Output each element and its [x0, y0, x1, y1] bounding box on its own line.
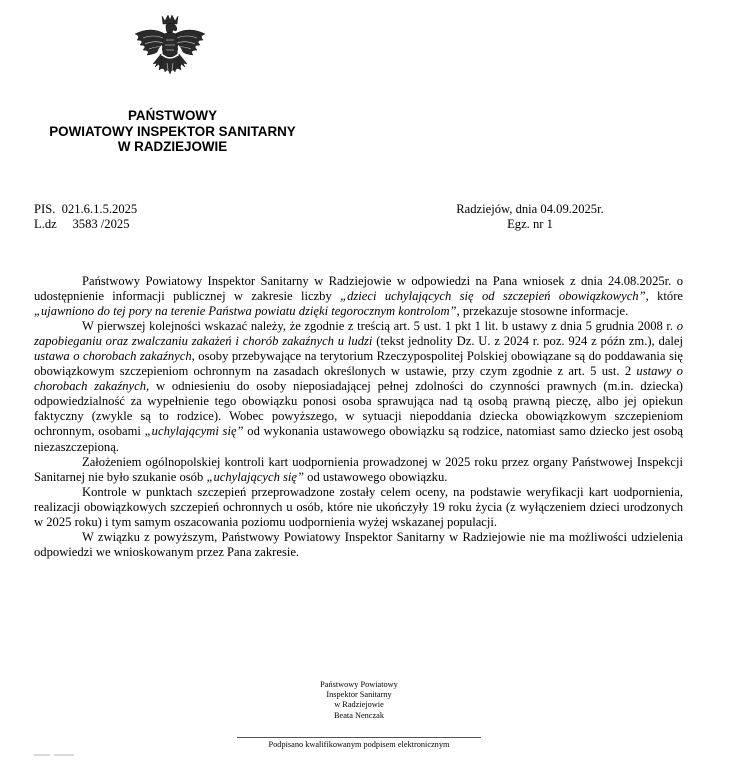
faint-mark — [34, 752, 94, 758]
text-span: , przekazuje stosowne informacje. — [456, 304, 629, 319]
case-number: PIS. 021.6.1.5.2025 — [34, 202, 138, 216]
quoted-phrase: „uchylających się” — [206, 469, 305, 484]
paragraph-2 — [34, 319, 683, 454]
text-span: , które — [645, 289, 683, 304]
text-span: (tekst jednolity Dz. U. z 2024 r. poz. 924 z późn zm.), dalej — [372, 334, 684, 349]
text-span: od ustawowego obowiązku. — [304, 469, 448, 484]
place-date: Radziejów, dnia 04.09.2025r. — [456, 202, 604, 216]
act-short-title: ustawy o chorobach zakaźnych, — [34, 364, 683, 394]
e-signature-note: Podpisano kwalifikowanym podpisem elektronicznym — [268, 740, 450, 749]
register-number: L.dz 3583 /2025 — [34, 217, 130, 231]
quoted-phrase: „dzieci uchylających się od szczepień obowiązkowych” — [340, 289, 646, 304]
quoted-phrase: „ujawniono do tej pory na terenie Państwa powiatu dzięki tegorocznym kontrolom” — [34, 304, 457, 319]
text-span: Państwowy Powiatowy Inspektor Sanitarny w Radziejowie w odpowiedzi na Pana wniosek z dnia 24.08.2025r. o udostępnienie informacji publicznej w zakresie liczby — [34, 274, 683, 304]
text-span: Założeniem ogólnopolskiej kontroli kart uodpornienia prowadzonej w 2025 roku przez organy Państwowej Inspekcji Sanitarnej nie było szukanie osób — [34, 454, 683, 484]
signatory-title-3: w Radziejowie — [334, 700, 384, 710]
copy-number: Egz. nr 1 — [507, 217, 553, 231]
text-span: W pierwszej kolejności wskazać należy, że zgodnie z treścią art. 5 ust. 1 pkt 1 lit. b ustawy z dnia 5 grudnia 2008 r. — [82, 319, 677, 334]
text-span: , osoby przebywające na terytorium Rzeczypospolitej Polskiej obowiązane są do poddawania się obowiązkowym szczepieniom ochronnym na zasadach określonych w ustawie, przy czym zgodnie z art. 5 ust. 2 — [34, 349, 683, 379]
polish-eagle-emblem-icon — [131, 14, 209, 86]
place-date-block — [450, 202, 610, 232]
authority-line-1: PAŃSTWOWY — [127, 108, 217, 123]
signature-rule — [237, 737, 481, 738]
quoted-phrase: „uchylającymi się” — [144, 424, 244, 439]
paragraph-5: W związku z powyższym, Państwowy Powiatowy Inspektor Sanitarny w Radziejowie nie ma możliwości udzielenia odpowiedzi we wnioskowanym przez Pana zakresie. — [34, 529, 683, 559]
signatory-title-2: Inspektor Sanitarny — [326, 690, 392, 700]
paragraph-4: Kontrole w punktach szczepień przeprowadzone zostały celem oceny, na podstawie weryfikacji kart uodpornienia, realizacji obowiązkowych szczepień ochronnych u osób, które nie ukończyły 19 roku życia (z wyłączeniem dzieci urodzonych w 2025 roku) i tym samym oszacowania poziomu uodpornienia wyżej wskazanej populacji. — [34, 484, 683, 529]
paragraph-3 — [34, 455, 683, 485]
issuing-authority — [0, 108, 345, 155]
reference-numbers — [34, 202, 137, 232]
signatory-name: Beata Nenczak — [334, 710, 384, 720]
letter-body — [34, 274, 683, 560]
text-span: w odniesieniu do osoby nieposiadającej pełnej zdolności do czynności prawnych (m.in. dziecka) odpowiedzialność za wypełnienie tego obowiązku ponosi osoba sprawująca nad tą osobą prawną pieczę, albo jej opiekun faktyczny (zwykle są to rodzice). Wobec powyższego, w sytuacji niepoddania dziecka obowiązkowym szczepieniom ochronnym, osobami — [34, 379, 683, 439]
signatory-title-1: Państwowy Powiatowy — [320, 680, 398, 689]
text-span: od wykonania ustawowego obowiązku są rodzice, natomiast samo dziecko jest osobą niezaszczepioną. — [34, 424, 683, 454]
authority-line-3: W RADZIEJOWIE — [117, 139, 228, 154]
act-short-title: ustawa o chorobach zakaźnych — [34, 349, 192, 364]
act-title: o zapobieganiu oraz zwalczaniu zakażeń i chorób zakaźnych u ludzi — [34, 319, 683, 349]
paragraph-1 — [34, 274, 683, 319]
signature-block — [268, 680, 450, 721]
authority-line-2: POWIATOWY INSPEKTOR SANITARNY — [49, 123, 296, 139]
